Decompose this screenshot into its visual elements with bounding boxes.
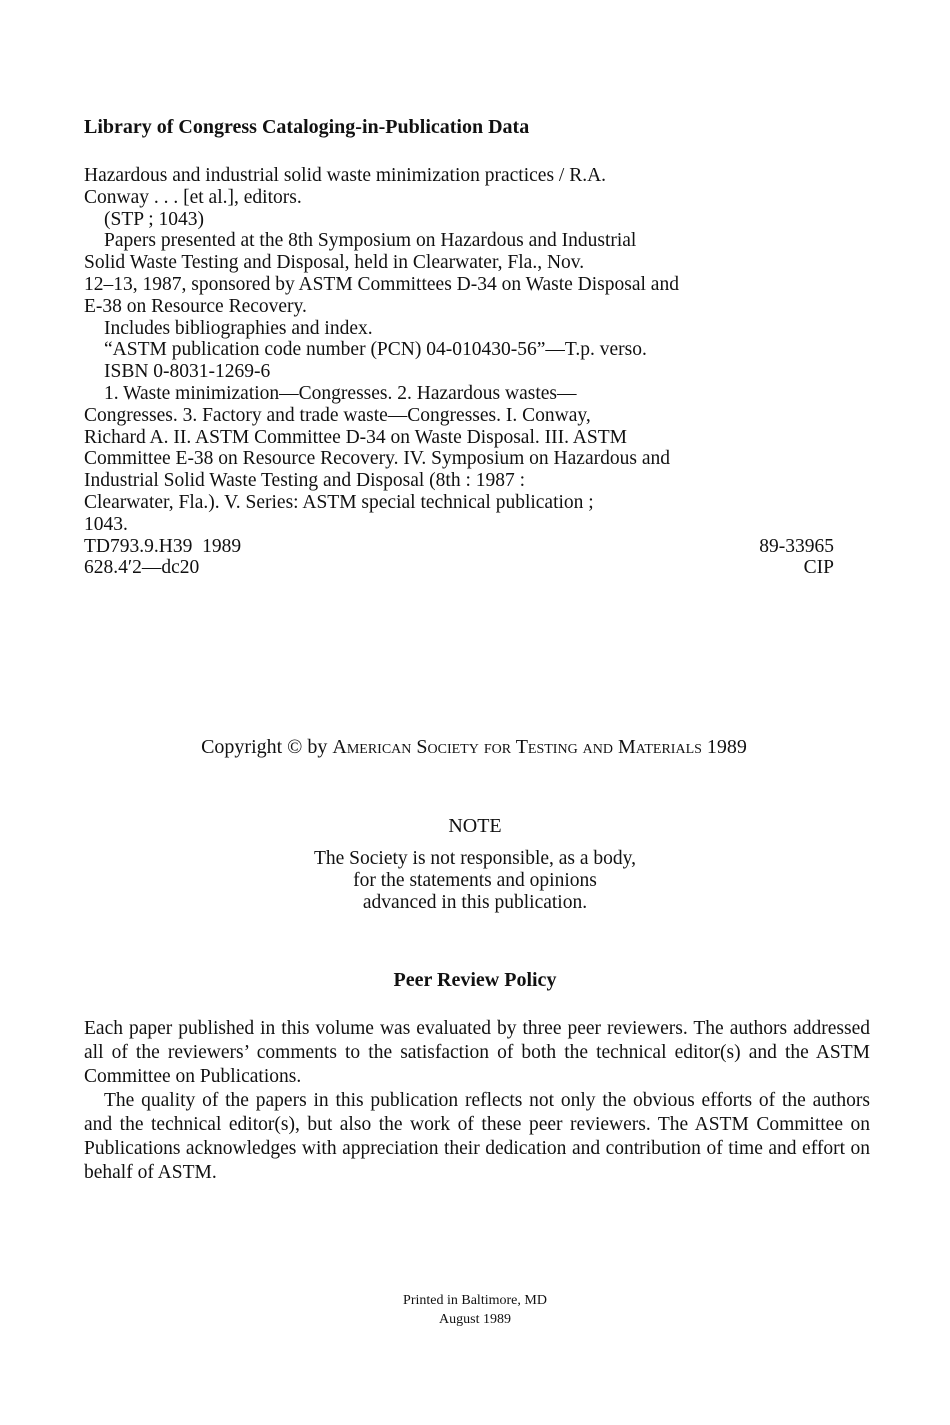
cip-line: 1043. <box>84 513 128 535</box>
cip-line: 12–13, 1987, sponsored by ASTM Committees D-34 on Waste Disposal and <box>84 273 679 295</box>
note-line: advanced in this publication. <box>362 892 588 913</box>
note-line: for the statements and opinions <box>353 870 597 891</box>
cip-line: Hazardous and industrial solid waste minimization practices / R.A. <box>84 165 607 186</box>
copyright-year: 1989 <box>701 736 747 758</box>
peer-review-paragraph: Each paper published in this volume was evaluated by three peer reviewers. The authors addressed all of the reviewers’ comments to the satisfaction of both the technical editor(s) and the ASTM Committee on Publications. <box>84 1018 870 1087</box>
cip-mark: CIP <box>803 557 834 579</box>
cip-line: Papers presented at the 8th Symposium on Hazardous and Industrial <box>104 230 637 252</box>
cip-line: (STP ; 1043) <box>104 208 205 230</box>
note-line: The Society is not responsible, as a body, <box>313 848 637 869</box>
printing-info <box>0 1291 950 1329</box>
cip-line: “ASTM publication code number (PCN) 04-010430-56”—T.p. verso. <box>104 339 647 361</box>
note-text <box>0 848 950 914</box>
dewey-number: 628.4′2—dc20 <box>84 557 200 579</box>
cip-heading: Library of Congress Cataloging-in-Publication Data <box>84 116 530 138</box>
classification-row <box>84 536 834 558</box>
cip-record <box>84 165 844 579</box>
cip-line: E-38 on Resource Recovery. <box>84 295 307 317</box>
note-title: NOTE <box>448 815 502 837</box>
cip-line: Conway . . . [et al.], editors. <box>84 186 302 208</box>
cip-line: Solid Waste Testing and Disposal, held in Clearwater, Fla., Nov. <box>84 252 585 274</box>
cip-line: Committee E-38 on Resource Recovery. IV. Symposium on Hazardous and <box>84 448 670 470</box>
classification-row <box>84 557 834 579</box>
copyright-prefix: Copyright © by <box>201 736 333 758</box>
copyright-notice <box>0 736 949 759</box>
cip-line: Richard A. II. ASTM Committee D-34 on Waste Disposal. III. ASTM <box>84 426 627 448</box>
lccn: 89-33965 <box>759 535 834 557</box>
printed-date: August 1989 <box>439 1312 511 1327</box>
copyright-publisher: American Society for Testing and Materials <box>332 736 702 758</box>
cip-line: Industrial Solid Waste Testing and Disposal (8th : 1987 : <box>84 470 526 492</box>
cip-line: 1. Waste minimization—Congresses. 2. Hazardous wastes— <box>104 382 577 404</box>
peer-review-paragraph: The quality of the papers in this publication reflects not only the obvious efforts of the authors and the technical editor(s), but also the work of these peer reviewers. The ASTM Committee on Publications acknowledges with appreciation their dedication and contribution of time and effort on behalf of ASTM. <box>84 1090 870 1183</box>
cip-line: Clearwater, Fla.). V. Series: ASTM special technical publication ; <box>84 491 594 513</box>
cip-line: ISBN 0-8031-1269-6 <box>104 361 271 383</box>
cip-line: Includes bibliographies and index. <box>104 317 373 339</box>
peer-review-heading: Peer Review Policy <box>393 969 557 991</box>
cip-line: Congresses. 3. Factory and trade waste—Congresses. I. Conway, <box>84 404 591 426</box>
printed-location: Printed in Baltimore, MD <box>403 1293 547 1308</box>
lc-class-number: TD793.9.H39 1989 <box>84 535 242 557</box>
peer-review-body <box>84 1017 870 1185</box>
